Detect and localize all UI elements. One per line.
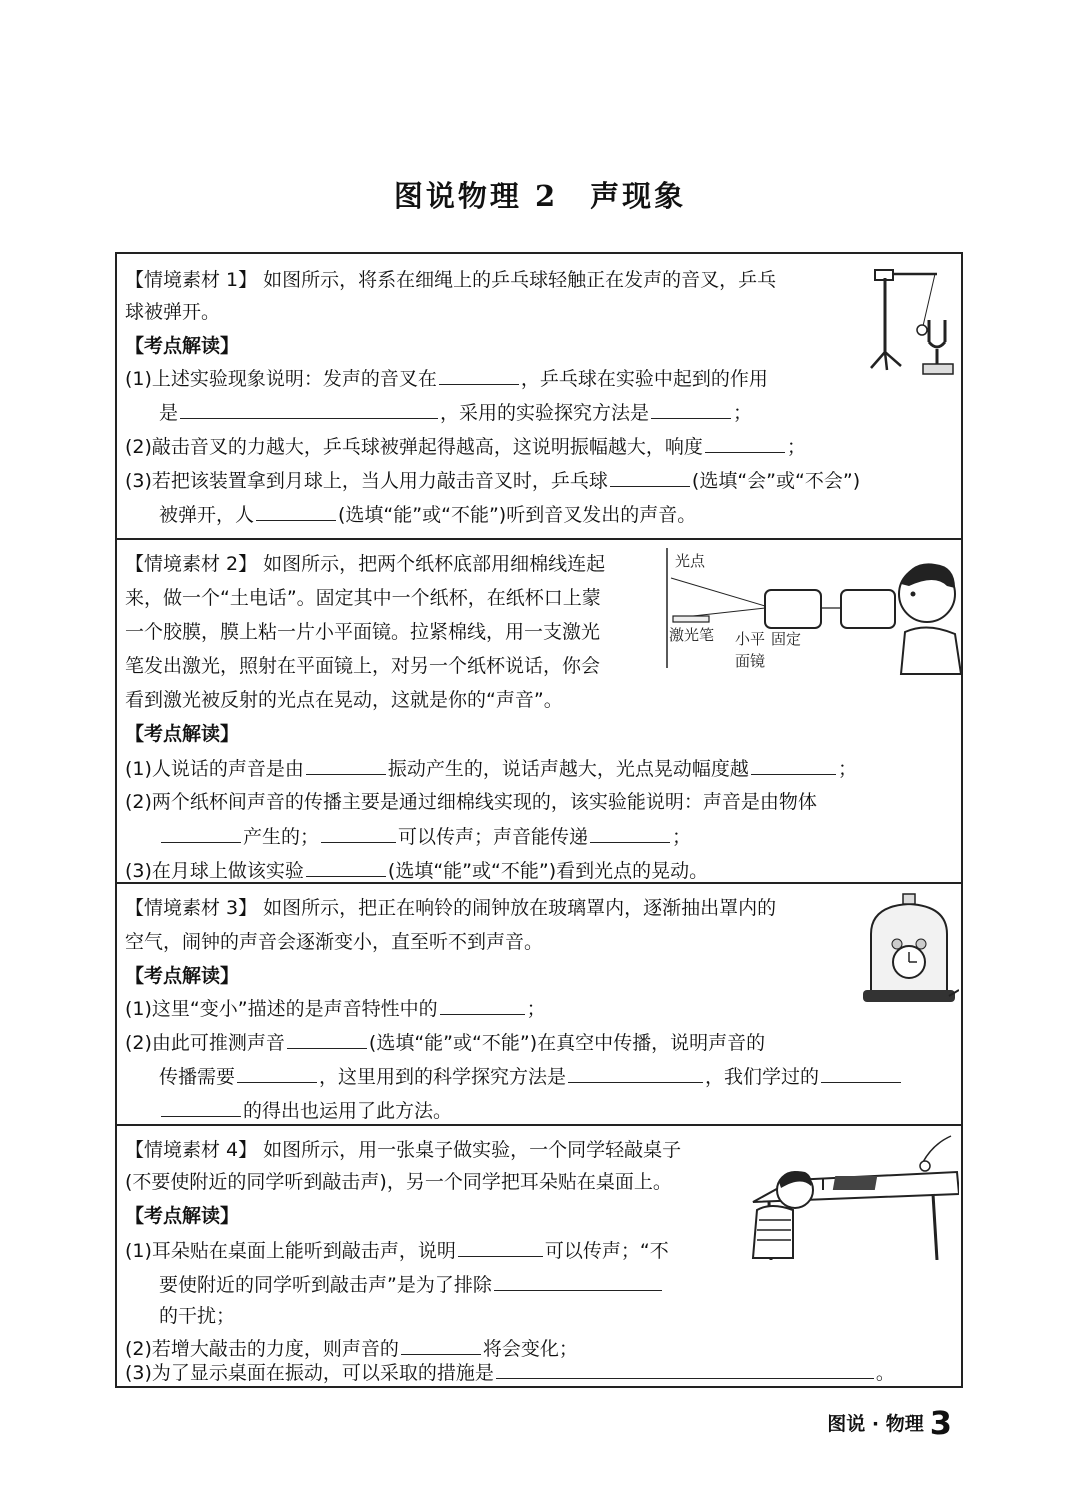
- s4-question-1-cont: 要使附近的同学听到敲击声”是为了排除: [159, 1272, 664, 1297]
- s2-question-2: (2)两个纸杯间声音的传播主要是通过细棉线实现的，该实验能说明：声音是由物体: [125, 791, 817, 813]
- page-number: 3: [929, 1404, 952, 1442]
- answer-blank[interactable]: [306, 756, 386, 775]
- tuning-fork-figure: [865, 260, 961, 384]
- s3-intro-line-1: 【情境素材 3】 如图所示，把正在响铃的闹钟放在玻璃罩内，逐渐抽出罩内的: [125, 897, 777, 919]
- footer-text: 图说 · 物理: [827, 1413, 924, 1435]
- s2-question-3: (3)在月球上做该实验 (选填“能”或“不能”)看到光点的晃动。: [125, 860, 709, 882]
- answer-blank[interactable]: [705, 434, 785, 453]
- s1-question-3: (3)若把该装置拿到月球上，当人用力敲击音叉时，乒乓球 (选填“会”或“不会”): [125, 470, 861, 492]
- answer-blank[interactable]: [496, 1360, 874, 1379]
- s2-question-1: (1)人说话的声音是由 振动产生的，说话声越大，光点晃动幅度越 ；: [125, 758, 857, 780]
- s3-intro-line-2: 空气，闹钟的声音会逐渐变小，直至听不到声音。: [125, 931, 544, 953]
- s4-key-heading: 【考点解读】: [125, 1205, 240, 1227]
- s4-question-2: (2)若增大敲击的力度，则声音的 将会变化；: [125, 1338, 578, 1360]
- answer-blank[interactable]: [440, 996, 525, 1015]
- answer-blank[interactable]: [321, 824, 396, 843]
- fig-label-laser-pen: 激光笔: [669, 626, 715, 644]
- section-2: [117, 538, 961, 882]
- bell-jar-figure: [859, 890, 959, 1014]
- s4-intro-line-2: (不要使附近的同学听到敲击声)，另一个同学把耳朵贴在桌面上。: [125, 1171, 672, 1193]
- answer-blank[interactable]: [237, 1064, 317, 1083]
- section-1: [117, 254, 961, 538]
- s3-question-2-cont: 传播需要 ，这里用到的科学探究方法是 ，我们学过的: [159, 1064, 903, 1089]
- fig-label-light-spot: 光点: [675, 552, 706, 570]
- fig-label-fixed: 固定: [771, 630, 802, 648]
- answer-blank[interactable]: [458, 1238, 543, 1257]
- s4-question-1-cont-2: 的干扰；: [159, 1305, 236, 1327]
- s4-question-3: (3)为了显示桌面在振动，可以采取的措施是 。: [125, 1362, 895, 1384]
- answer-blank[interactable]: [610, 468, 690, 487]
- answer-blank[interactable]: [306, 858, 386, 877]
- section-3: [117, 882, 961, 1124]
- fig-label-small-mirror-1: 小平: [735, 630, 766, 648]
- page-footer: [827, 1404, 952, 1442]
- answer-blank[interactable]: [180, 400, 438, 419]
- s1-question-1: (1)上述实验现象说明：发声的音叉在 ，乒乓球在实验中起到的作用: [125, 368, 768, 390]
- section-4: [117, 1124, 961, 1386]
- answer-blank[interactable]: [161, 824, 241, 843]
- s1-key-heading: 【考点解读】: [125, 335, 240, 357]
- s3-question-2: (2)由此可推测声音 (选填“能”或“不能”)在真空中传播，说明声音的: [125, 1032, 766, 1054]
- answer-blank[interactable]: [256, 502, 336, 521]
- answer-blank[interactable]: [287, 1030, 367, 1049]
- s4-question-1: (1)耳朵贴在桌面上能听到敲击声，说明 可以传声；“不: [125, 1240, 669, 1262]
- answer-blank[interactable]: [401, 1336, 481, 1355]
- s1-intro-line-1: 【情境素材 1】 如图所示，将系在细绳上的乒乓球轻触正在发声的音叉，乒乓: [125, 269, 777, 291]
- s3-question-2-cont-2: 的得出也运用了此方法。: [159, 1098, 452, 1123]
- s1-question-3-cont: 被弹开，人 (选填“能”或“不能”)听到音叉发出的声音。: [159, 504, 697, 526]
- content-frame: [115, 252, 963, 1388]
- s3-key-heading: 【考点解读】: [125, 965, 240, 987]
- s4-intro-line-1: 【情境素材 4】 如图所示，用一张桌子做实验，一个同学轻敲桌子: [125, 1139, 682, 1161]
- s2-intro-line-5: 看到激光被反射的光点在晃动，这就是你的“声音”。: [125, 689, 563, 711]
- s1-question-2: (2)敲击音叉的力越大，乒乓球被弹起得越高，这说明振幅越大，响度 ；: [125, 436, 806, 458]
- string-telephone-figure: [665, 544, 961, 680]
- answer-blank[interactable]: [590, 824, 670, 843]
- s2-intro-line-3: 一个胶膜，膜上粘一片小平面镜。拉紧棉线，用一支激光: [125, 621, 601, 643]
- answer-blank[interactable]: [751, 756, 836, 775]
- fig-label-small-mirror-2: 面镜: [735, 652, 766, 670]
- answer-blank[interactable]: [494, 1272, 662, 1291]
- answer-blank[interactable]: [439, 366, 519, 385]
- answer-blank[interactable]: [651, 400, 731, 419]
- s1-question-1-cont: 是 ，采用的实验探究方法是 ；: [159, 402, 753, 424]
- s2-intro-line-4: 笔发出激光，照射在平面镜上，对另一个纸杯说话，你会: [125, 655, 601, 677]
- s1-intro-line-2: 球被弹开。: [125, 301, 221, 323]
- answer-blank[interactable]: [821, 1064, 901, 1083]
- s2-intro-line-2: 来，做一个“土电话”。固定其中一个纸杯，在纸杯口上蒙: [125, 587, 601, 609]
- s3-question-1: (1)这里“变小”描述的是声音特性中的 ；: [125, 998, 546, 1020]
- answer-blank[interactable]: [161, 1098, 241, 1117]
- s2-key-heading: 【考点解读】: [125, 723, 240, 745]
- answer-blank[interactable]: [568, 1064, 703, 1083]
- table-knock-figure: [747, 1132, 959, 1260]
- s2-question-2-cont: 产生的； 可以传声；声音能传递 ；: [159, 824, 691, 849]
- page-title: 图说物理 2 声现象: [393, 179, 687, 213]
- s2-intro-line-1: 【情境素材 2】 如图所示，把两个纸杯底部用细棉线连起: [125, 553, 606, 575]
